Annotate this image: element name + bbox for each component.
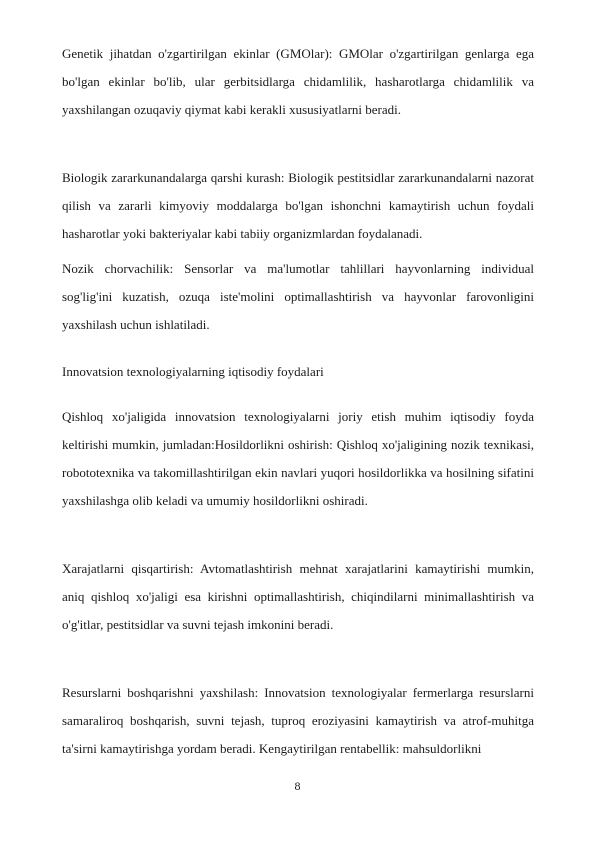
section-heading: Innovatsion texnologiyalarning iqtisodiy foydalari	[62, 364, 324, 379]
paragraph-gmo: Genetik jihatdan o'zgartirilgan ekinlar (GMOlar): GMOlar o'zgartirilgan genlarga ega bo'lgan ekinlar bo'lib, ular gerbitsidlarga chidamlilik, hasharotlarga chidamlilik va yaxshilangan ozuqaviy qiymat kabi kerakli xususiyatlarni beradi.	[62, 46, 534, 117]
paragraph-resource-management: Resurslarni boshqarishni yaxshilash: Innovatsion texnologiyalar fermerlarga resurslarni samaraliroq boshqarish, suvni tejash, tuproq eroziyasini kamaytirish va atrof-muhitga ta'sirni kamaytirishga yordam beradi. Kengaytirilgan rentabellik: mahsuldorlikni	[62, 685, 534, 756]
paragraph-precision-livestock: Nozik chorvachilik: Sensorlar va ma'lumotlar tahlillari hayvonlarning individual sog'lig'ini kuzatish, ozuqa iste'molini optimallashtirish va hayvonlar farovonligini yaxshilash uchun ishlatiladi.	[62, 261, 534, 332]
paragraph-cost-reduction: Xarajatlarni qisqartirish: Avtomatlashtirish mehnat xarajatlarini kamaytirishi mumkin, aniq qishloq xo'jaligi esa kirishni optimallashtirish, chiqindilarni minimallashtirish va o'g'itlar, pestitsidlar va suvni tejash imkonini beradi.	[62, 561, 534, 632]
page-number: 8	[294, 779, 301, 793]
paragraph-economic-benefits: Qishloq xo'jaligida innovatsion texnologiyalarni joriy etish muhim iqtisodiy foyda keltirishi mumkin, jumladan:Hosildorlikni oshirish: Qishloq xo'jaligining nozik texnikasi, robototexnika va takomillashtirilgan ekin navlari yuqori hosildorlikka va hosilning sifatini yaxshilashga olib keladi va umumiy hosildorlikni oshiradi.	[62, 409, 534, 508]
paragraph-biological-pest-control: Biologik zararkunandalarga qarshi kurash: Biologik pestitsidlar zararkunandalarni nazorat qilish va zararli kimyoviy moddalarga bo'lgan ishonchni kamaytirish uchun foydali hasharotlar yoki bakteriyalar kabi tabiiy organizmlardan foydalanadi.	[62, 170, 534, 241]
